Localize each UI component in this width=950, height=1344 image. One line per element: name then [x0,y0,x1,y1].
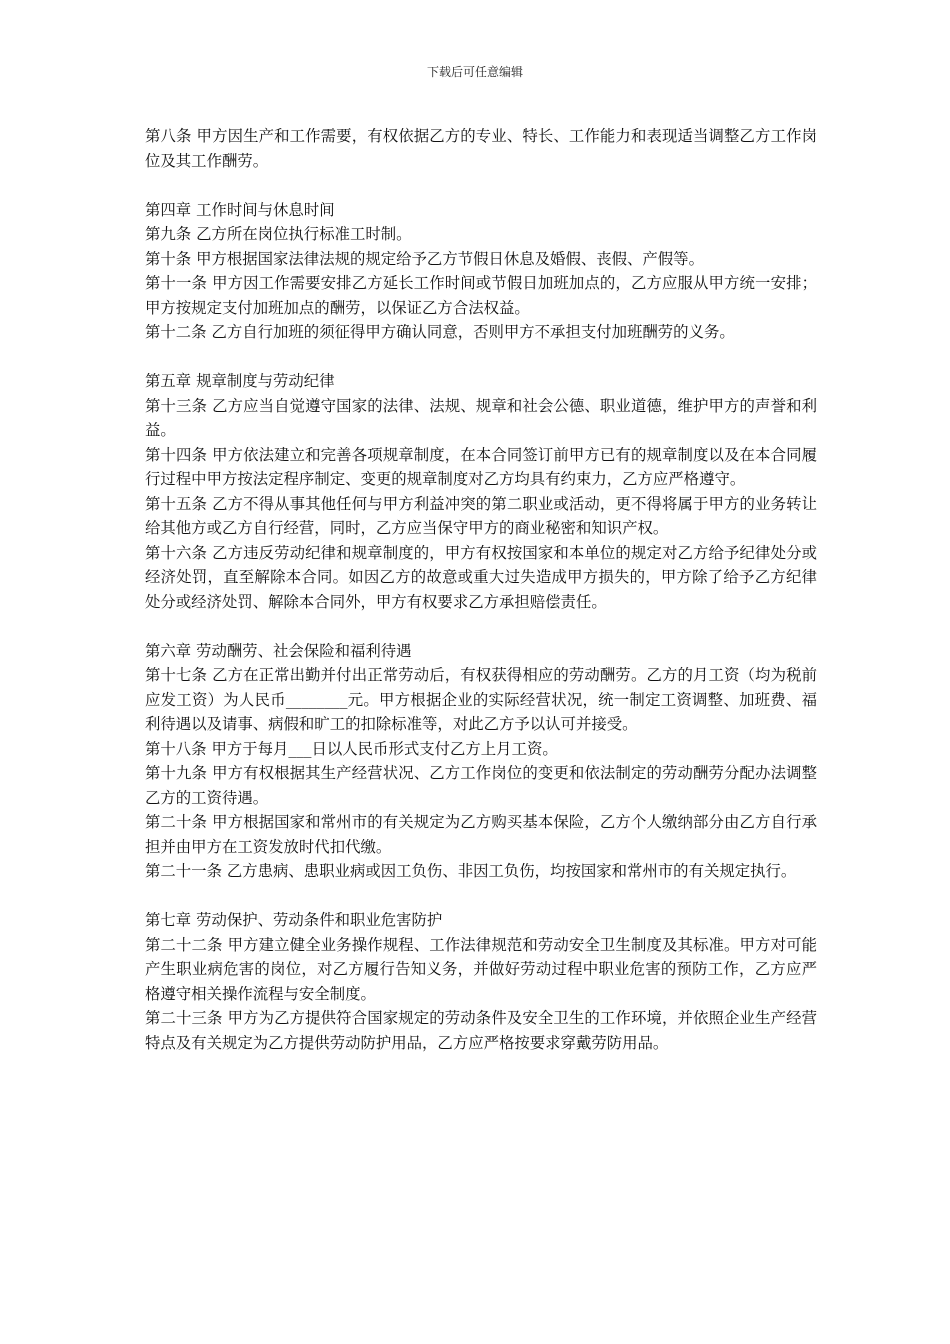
chapter-5-heading: 第五章 规章制度与劳动纪律 [145,372,335,390]
article-16: 第十六条 乙方违反劳动纪律和规章制度的，甲方有权按国家和本单位的规定对乙方给予纪律处分或经济处罚，直至解除本合同。如因乙方的故意或重大过失造成甲方损失的，甲方除了给予乙方纪律处分或经济处罚、解除本合同外，甲方有权要求乙方承担赔偿责任。 [145,543,817,611]
chapter-6-heading: 第六章 劳动酬劳、社会保险和福利待遇 [145,641,412,660]
article-9: 第九条 乙方所在岗位执行标准工时制。 [145,225,412,243]
article-19: 第十九条 甲方有权根据其生产经营状况、乙方工作岗位的变更和依法制定的劳动酬劳分配办法调整乙方的工资待遇。 [145,764,817,807]
article-14: 第十四条 甲方依法建立和完善各项规章制度，在本合同签订前甲方已有的规章制度以及在本合同履行过程中甲方按法定程序制定、变更的规章制度对乙方均具有约束力，乙方应严格遵守。 [145,445,817,488]
document-body [145,124,817,1055]
article-12: 第十二条 乙方自行加班的须征得甲方确认同意，否则甲方不承担支付加班酬劳的义务。 [145,323,735,341]
page-header: 下载后可任意编辑 [426,65,523,79]
article-20: 第二十条 甲方根据国家和常州市的有关规定为乙方购买基本保险，乙方个人缴纳部分由乙方自行承担并由甲方在工资发放时代扣代缴。 [145,813,817,856]
article-15: 第十五条 乙方不得从事其他任何与甲方利益冲突的第二职业或活动，更不得将属于甲方的业务转让给其他方或乙方自行经营，同时，乙方应当保守甲方的商业秘密和知识产权。 [145,494,817,537]
article-18: 第十八条 甲方于每月___日以人民币形式支付乙方上月工资。 [145,739,558,758]
section-gap [145,173,817,198]
chapter-7-heading: 第七章 劳动保护、劳动条件和职业危害防护 [145,911,443,929]
article-17: 第十七条 乙方在正常出勤并付出正常劳动后，有权获得相应的劳动酬劳。乙方的月工资（均为税前应发工资）为人民币________元。甲方根据企业的实际经营状况，统一制定工资调整、加班费、福利待遇以及请事、病假和旷工的扣除标准等，对此乙方予以认可并接受。 [145,666,817,733]
section-gap [145,884,817,909]
article-8: 第八条 甲方因生产和工作需要，有权依据乙方的专业、特长、工作能力和表现适当调整乙方工作岗位及其工作酬劳。 [145,127,817,170]
article-23: 第二十三条 甲方为乙方提供符合国家规定的劳动条件及安全卫生的工作环境，并依照企业生产经营特点及有关规定为乙方提供劳动防护用品，乙方应严格按要求穿戴劳防用品。 [145,1009,817,1052]
article-21: 第二十一条 乙方患病、患职业病或因工负伤、非因工负伤，均按国家和常州市的有关规定执行。 [145,862,797,880]
section-gap [145,345,817,370]
chapter-4-heading: 第四章 工作时间与休息时间 [145,200,335,219]
article-11: 第十一条 甲方因工作需要安排乙方延长工作时间或节假日加班加点的，乙方应服从甲方统一安排；甲方按规定支付加班加点的酬劳，以保证乙方合法权益。 [145,274,817,317]
article-10: 第十条 甲方根据国家法律法规的规定给予乙方节假日休息及婚假、丧假、产假等。 [145,249,704,268]
article-22: 第二十二条 甲方建立健全业务操作规程、工作法律规范和劳动安全卫生制度及其标准。甲方对可能产生职业病危害的岗位，对乙方履行告知义务，并做好劳动过程中职业危害的预防工作，乙方应严格遵守相关操作流程与安全制度。 [145,935,817,1003]
section-gap [145,614,817,639]
article-13: 第十三条 乙方应当自觉遵守国家的法律、法规、规章和社会公德、职业道德，维护甲方的声誉和利益。 [145,396,817,439]
